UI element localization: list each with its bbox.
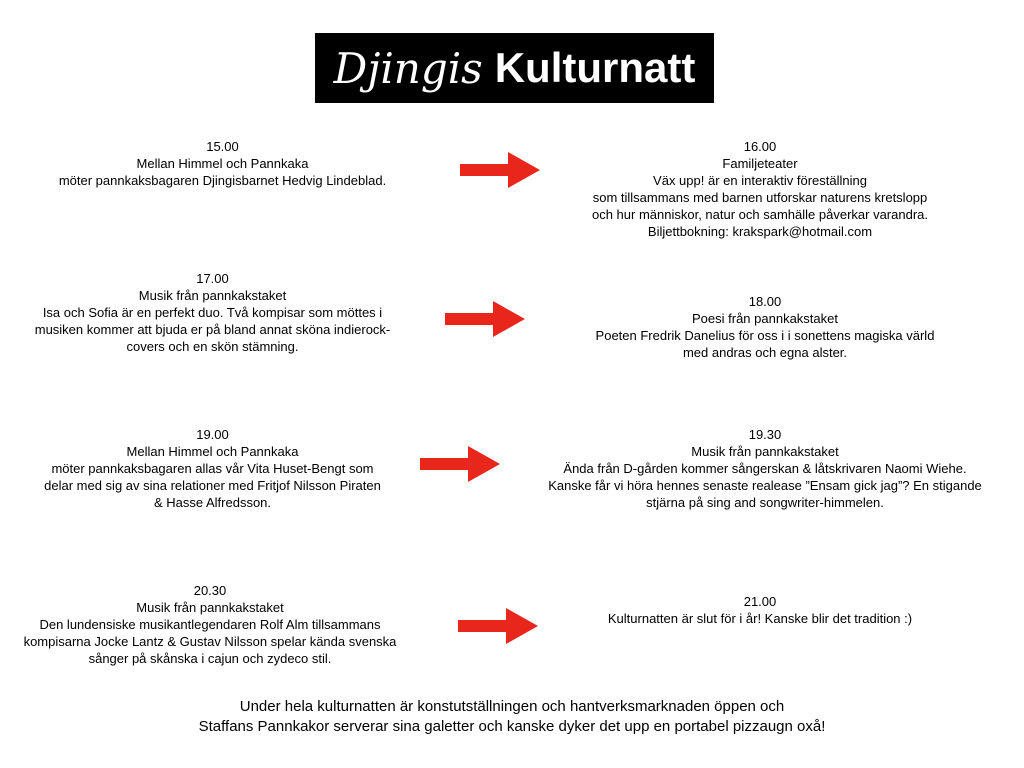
arrow-shape (458, 608, 538, 644)
arrow-right-icon (445, 301, 525, 337)
title-part-2: Kulturnatt (494, 44, 696, 91)
event-text: möter pannkaksbagaren allas vår Vita Huset-Bengt som (51, 461, 374, 476)
event-text: Kulturnatten är slut för i år! Kanske blir det tradition :) (607, 611, 913, 626)
event-time: 21.00 (743, 594, 777, 609)
footer-line: Staffans Pannkakor serverar sina galetter och kanske dyker det upp en portabel pizzaugn oxå! (198, 718, 826, 735)
event-text: Den lundensiske musikantlegendaren Rolf Alm tillsammans (39, 617, 381, 632)
event-text: Kanske får vi höra hennes senaste realease ”Ensam gick jag”? En stigande (548, 478, 982, 493)
event-text: Ända från D-gården kommer sångerskan & låtskrivaren Naomi Wiehe. (563, 461, 967, 476)
event-title: Musik från pannkakstaket (136, 600, 284, 615)
event-text: Poeten Fredrik Danelius för oss i i sonettens magiska värld (595, 328, 935, 343)
event-text: stjärna på sing and songwriter-himmelen. (646, 495, 884, 510)
event-title: Mellan Himmel och Pannkaka (126, 444, 299, 459)
event-time: 16.00 (743, 139, 777, 154)
event-text: med andras och egna alster. (682, 345, 848, 360)
event-1700 (10, 270, 415, 355)
arrow-shape (460, 152, 540, 188)
event-text: covers och en skön stämning. (126, 339, 299, 354)
event-time: 19.00 (196, 427, 229, 442)
event-title: Mellan Himmel och Pannkaka (136, 156, 309, 171)
event-title: Musik från pannkakstaket (691, 444, 839, 459)
event-time: 18.00 (748, 294, 782, 309)
event-text: delar med sig av sina relationer med Fritjof Nilsson Piraten (44, 478, 381, 493)
event-text: musiken kommer att bjuda er på bland annat sköna indierock- (34, 322, 391, 337)
event-text: och hur människor, natur och samhälle påverkar varandra. (591, 207, 928, 222)
event-text: kompisarna Jocke Lantz & Gustav Nilsson spelar kända svenska (23, 634, 397, 649)
event-2030 (5, 582, 415, 667)
event-text: möter pannkaksbagaren Djingisbarnet Hedvig Lindeblad. (58, 173, 387, 188)
event-text: & Hasse Alfredsson. (153, 495, 272, 510)
event-1900 (10, 426, 415, 511)
event-time: 20.30 (193, 583, 227, 598)
event-1800 (540, 293, 990, 361)
event-text: Väx upp! är en interaktiv föreställning (653, 173, 867, 188)
event-time: 15.00 (206, 139, 239, 154)
event-1500 (20, 138, 425, 189)
arrow-right-icon (460, 152, 540, 188)
event-1600 (535, 138, 985, 240)
event-text: sånger på skånska i cajun och zydeco stil. (88, 651, 332, 666)
page-title (315, 33, 714, 103)
arrow-shape (445, 301, 525, 337)
event-time: 19.30 (748, 427, 782, 442)
arrow-right-icon (458, 608, 538, 644)
event-title: Musik från pannkakstaket (138, 288, 287, 303)
event-title: Familjeteater (722, 156, 798, 171)
event-title: Poesi från pannkakstaket (692, 311, 838, 326)
event-time: 17.00 (196, 271, 229, 286)
footer-line: Under hela kulturnatten är konstutställningen och hantverksmarknaden öppen och (239, 698, 785, 715)
event-1930 (520, 426, 1010, 511)
event-2100 (540, 593, 980, 627)
event-text: Biljettbokning: krakspark@hotmail.com (647, 224, 873, 239)
title-part-1: Djingis (333, 43, 483, 93)
arrow-right-icon (420, 446, 500, 482)
event-text: som tillsammans med barnen utforskar naturens kretslopp (592, 190, 928, 205)
event-text: Isa och Sofia är en perfekt duo. Två kompisar som möttes i (42, 305, 383, 320)
arrow-shape (420, 446, 500, 482)
footer-note (0, 697, 1024, 737)
